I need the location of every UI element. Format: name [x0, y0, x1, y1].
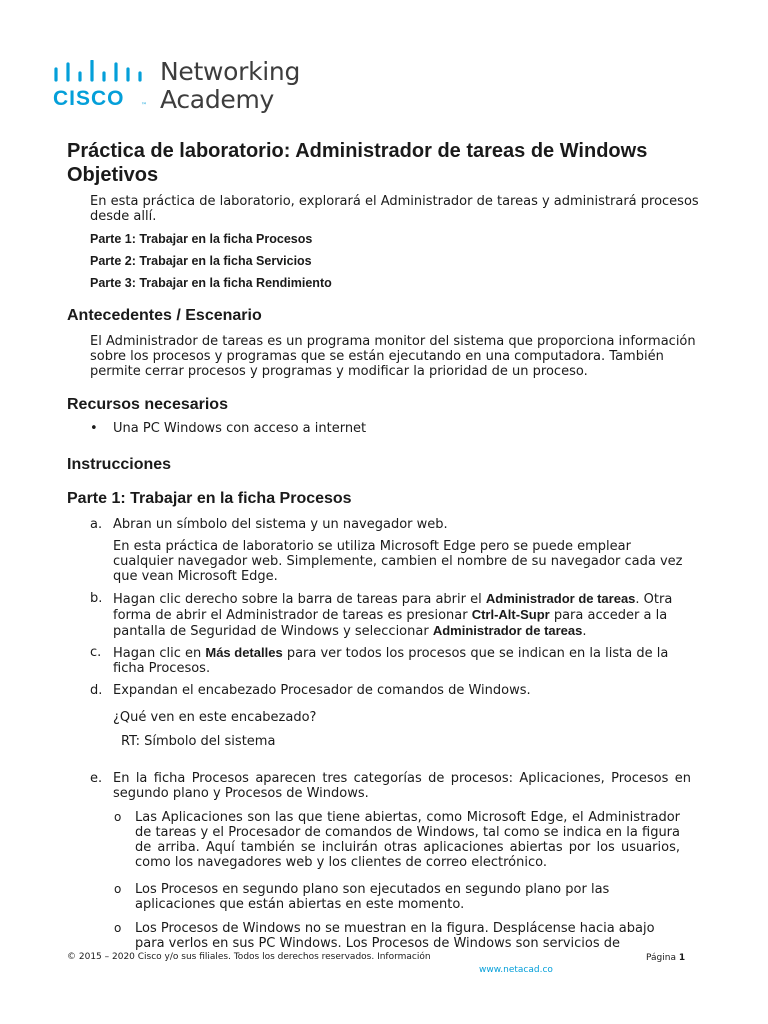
step-e-text: En la ficha Procesos aparecen tres categorías de procesos: Aplicaciones, Procesos en segundo plano y Procesos de Windows.: [113, 771, 691, 801]
part1-heading: Parte 1: Trabajar en la ficha Procesos: [67, 490, 352, 507]
step-c-label: c.: [90, 645, 102, 660]
sub-item-background-processes: Los Procesos en segundo plano son ejecutados en segundo plano por las aplicaciones que están abiertas en este momento.: [135, 882, 610, 912]
sub-item-applications: Las Aplicaciones son las que tiene abiertas, como Microsoft Edge, el Administrador de tareas y el Procesador de comandos de Windows, tal como se indica en la figura de arriba. Aquí también se incluirán otras aplicaciones abiertas por los usuarios, como los navegadores web y los clientes de correo electrónico.: [135, 810, 680, 870]
step-d-answer: RT: Símbolo del sistema: [121, 734, 276, 749]
footer-page-number: Página 1: [646, 953, 686, 963]
objective-part-2: Parte 2: Trabajar en la ficha Servicios: [90, 254, 312, 268]
background-text: El Administrador de tareas es un programa monitor del sistema que proporciona información sobre los procesos y programas que se están ejecutando en una computadora. También permite cerrar procesos y programas y modificar la prioridad de un proceso.: [90, 334, 696, 379]
instructions-heading: Instrucciones: [67, 456, 172, 473]
more-details-term: Más detalles: [205, 645, 283, 660]
cisco-bars-icon: [53, 60, 147, 82]
resources-heading: Recursos necesarios: [67, 396, 228, 413]
step-a-label: a.: [90, 517, 103, 532]
background-heading: Antecedentes / Escenario: [67, 307, 262, 324]
logo-academy-text: Academy: [160, 85, 275, 114]
resources-bullet: •: [90, 421, 98, 436]
step-a-note: En esta práctica de laboratorio se utiliza Microsoft Edge pero se puede emplear cualquier navegador web. Simplemente, cambien el nombre de su navegador cada vez que vean Microsoft Edge.: [113, 539, 683, 584]
cisco-wordmark: CISCO: [53, 87, 125, 110]
trademark-mark: ™: [141, 102, 147, 109]
footer-copyright: © 2015 – 2020 Cisco y/o sus filiales. Todos los derechos reservados. Información: [67, 952, 431, 962]
step-b-text: Hagan clic derecho sobre la barra de tareas para abrir el Administrador de tareas. Otra forma de abrir el Administrador de tareas es presionar Ctrl-Alt-Supr para acceder a la pantalla de Seguridad de Windows y seleccionar Administrador de tareas.: [113, 591, 673, 639]
objective-part-1: Parte 1: Trabajar en la ficha Procesos: [90, 232, 313, 246]
step-d-text: Expandan el encabezado Procesador de comandos de Windows.: [113, 683, 531, 698]
document-title: Práctica de laboratorio: Administrador de tareas de Windows: [67, 140, 648, 162]
step-e-label: e.: [90, 771, 103, 786]
step-d-label: d.: [90, 683, 103, 698]
sub-bullet: o: [114, 882, 122, 896]
step-d-question: ¿Qué ven en este encabezado?: [113, 710, 317, 725]
sub-bullet: o: [114, 921, 122, 935]
step-a-text: Abran un símbolo del sistema y un navegador web.: [113, 517, 448, 532]
step-c-text: Hagan clic en Más detalles para ver todos los procesos que se indican en la lista de la ficha Procesos.: [113, 645, 669, 676]
sub-bullet: o: [114, 810, 122, 824]
task-manager-term-2: Administrador de tareas: [432, 623, 583, 638]
footer-url-link[interactable]: www.netacad.co: [479, 965, 553, 975]
sub-item-windows-processes: Los Procesos de Windows no se muestran en la figura. Desplácense hacia abajo para verlos en sus PC Windows. Los Procesos de Windows son servicios de: [135, 921, 655, 951]
logo-networking-text: Networking: [160, 57, 301, 86]
task-manager-term: Administrador de tareas: [485, 591, 636, 606]
resources-item: Una PC Windows con acceso a internet: [113, 421, 367, 436]
objective-part-3: Parte 3: Trabajar en la ficha Rendimiento: [90, 276, 332, 290]
ctrl-alt-supr-term: Ctrl-Alt-Supr: [471, 607, 550, 622]
objectives-heading: Objetivos: [67, 164, 159, 186]
step-b-label: b.: [90, 591, 103, 606]
cisco-networking-academy-logo: [53, 58, 313, 118]
objectives-intro: En esta práctica de laboratorio, explorará el Administrador de tareas y administrará procesos desde allí.: [90, 194, 699, 224]
